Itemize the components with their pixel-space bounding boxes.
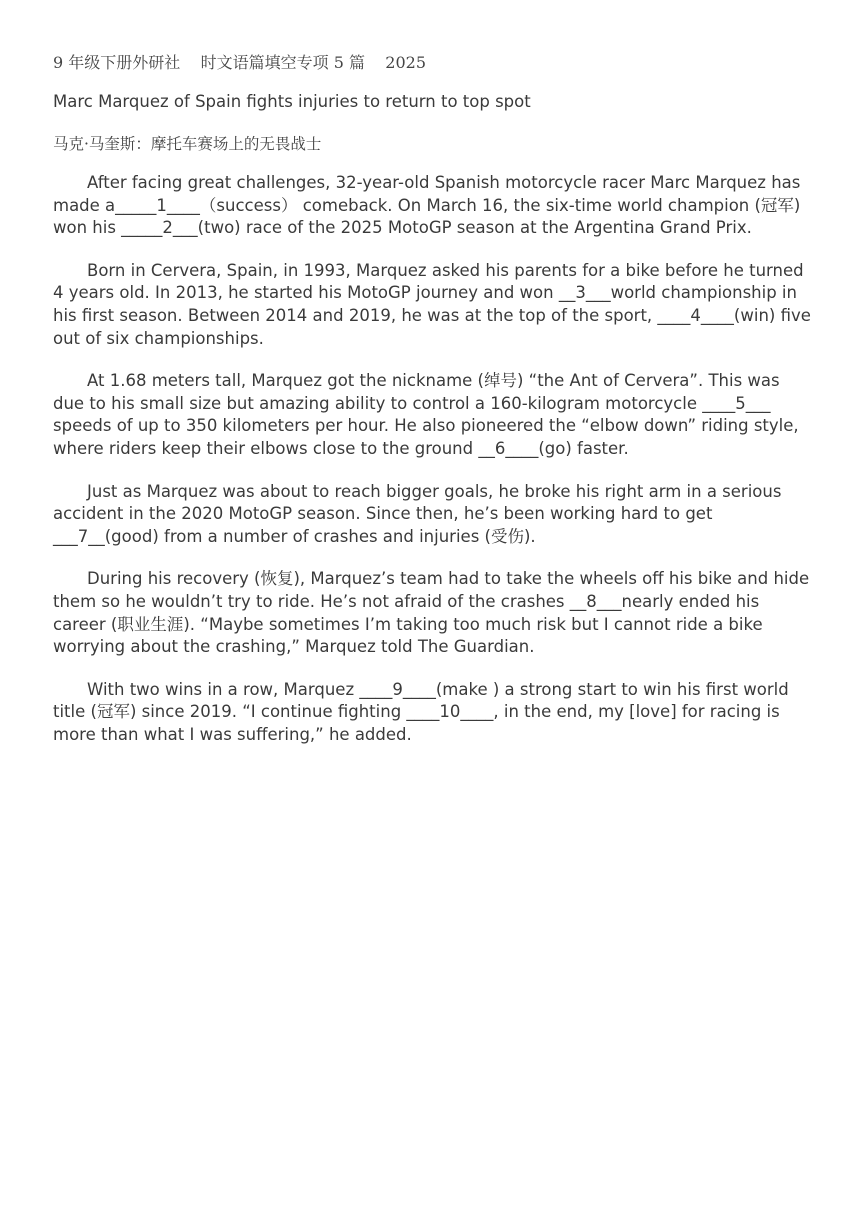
paragraph-6: With two wins in a row, Marquez ____9____(make ) a strong start to win his first world title (冠军) since 2019. “I continue fighting ____10____, in the end, my [love] for racing is more than what I was suffering,” he added. (53, 679, 789, 744)
document-page (53, 50, 813, 766)
article-title-chinese: 马克·马奎斯：摩托车赛场上的无畏战士 (53, 135, 322, 153)
article-title-english: Marc Marquez of Spain fights injuries to return to top spot (53, 92, 531, 111)
paragraph-2: Born in Cervera, Spain, in 1993, Marquez asked his parents for a bike before he turned 4 years old. In 2013, he started his MotoGP journey and won __3___world championship in his first season. Between 2014 and 2019, he was at the top of the sport, ____4____(win) five out of six championships. (53, 260, 811, 348)
paragraph-3: At 1.68 meters tall, Marquez got the nickname (绰号) “the Ant of Cervera”. This was due to his small size but amazing ability to control a 160-kilogram motorcycle ____5___ speeds of up to 350 kilometers per hour. He also pioneered the “elbow down” riding style, where riders keep their elbows close to the ground __6____(go) faster. (53, 371, 799, 458)
paragraph-5: During his recovery (恢复), Marquez’s team had to take the wheels off his bike and hide them so he wouldn’t try to ride. He’s not afraid of the crashes __8___nearly ended his career (职业生涯). “Maybe sometimes I’m taking too much risk but I cannot ride a bike worrying about the crashing,” Marquez told The Guardian. (53, 569, 810, 657)
paragraph-4: Just as Marquez was about to reach bigger goals, he broke his right arm in a serious accident in the 2020 MotoGP season. Since then, he’s been working hard to get ___7__(good) from a number of crashes and injuries (受伤). (53, 481, 782, 546)
header-line: 9 年级下册外研社 时文语篇填空专项 5 篇 2025 (53, 53, 427, 72)
paragraph-1: After facing great challenges, 32-year-old Spanish motorcycle racer Marc Marquez has made a_____1____（success） comeback. On March 16, the six-time world champion (冠军) won his _____2___(two) race of the 2025 MotoGP season at the Argentina Grand Prix. (53, 173, 801, 238)
